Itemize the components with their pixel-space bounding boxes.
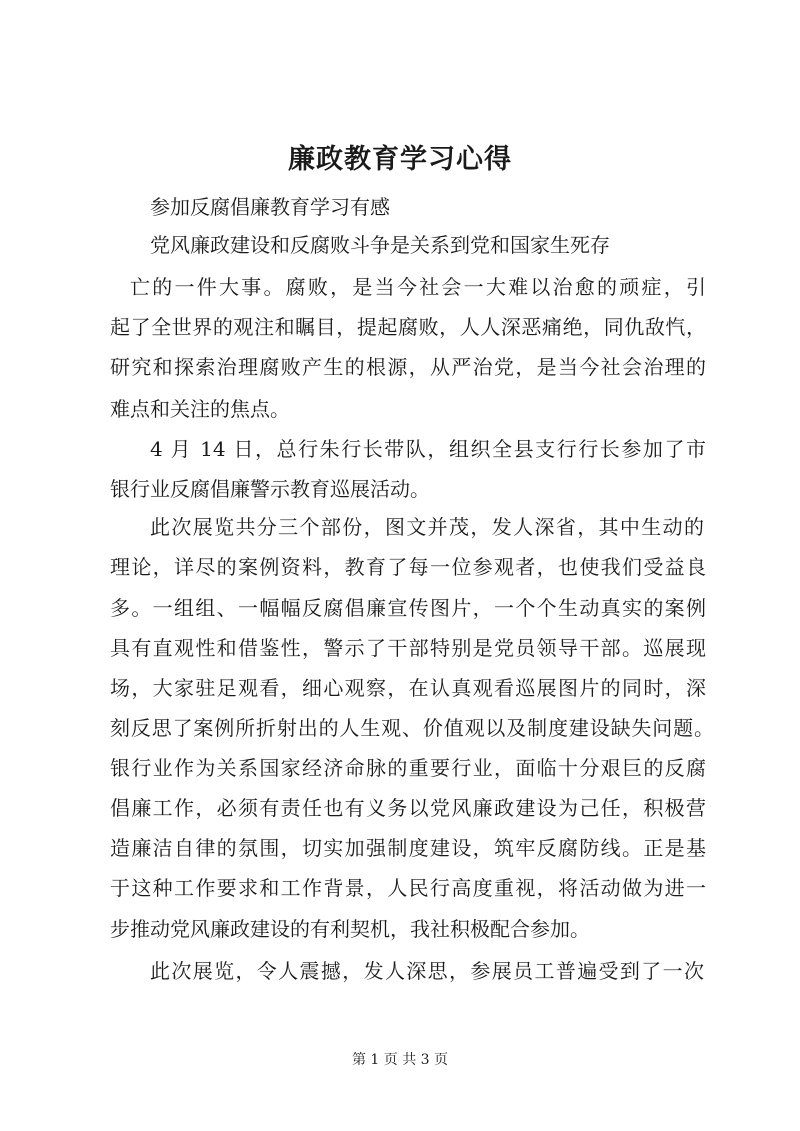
body-line: 此次展览，令人震撼，发人深思，参展员工普遍受到了一次: [150, 959, 704, 983]
body-line: 步推动党风廉政建设的有利契机，我社积极配合参加。: [110, 917, 590, 941]
body-line: 理论，详尽的案例资料，教育了每一位参观者，也使我们受益良: [110, 555, 706, 579]
body-line: 场，大家驻足观看，细心观察，在认真观看巡展图片的同时，深: [110, 676, 706, 700]
body-line: 于这种工作要求和工作背景，人民行高度重视，将活动做为进一: [110, 876, 706, 900]
body-line: 4 月 14 日，总行朱行长带队，组织全县支行行长参加了市: [150, 437, 706, 461]
body-line: 亡的一件大事。腐败，是当今社会一大难以治愈的顽症，引: [130, 275, 706, 299]
body-line: 难点和关注的焦点。: [110, 397, 290, 421]
document-title: 廉政教育学习心得: [288, 144, 512, 175]
body-line: 党风廉政建设和反腐败斗争是关系到党和国家生死存: [150, 233, 610, 257]
body-line: 银行业反腐倡廉警示教育巡展活动。: [110, 477, 430, 501]
body-line: 起了全世界的观注和瞩目，提起腐败，人人深恶痛绝，同仇敌忾，: [110, 315, 706, 339]
body-line: 研究和探索治理腐败产生的根源，从严治党，是当今社会治理的: [110, 355, 706, 379]
body-line: 银行业作为关系国家经济命脉的重要行业，面临十分艰巨的反腐: [110, 756, 706, 780]
subtitle-line: 参加反腐倡廉教育学习有感: [150, 195, 390, 219]
body-line: 造廉洁自律的氛围，切实加强制度建设，筑牢反腐防线。正是基: [110, 836, 706, 860]
page-number-footer: 第 1 页 共 3 页: [351, 1052, 449, 1068]
body-line: 具有直观性和借鉴性，警示了干部特别是党员领导干部。巡展现: [110, 636, 706, 660]
body-line: 倡廉工作，必须有责任也有义务以党风廉政建设为己任，积极营: [110, 796, 706, 820]
body-line: 刻反思了案例所折射出的人生观、价值观以及制度建设缺失问题。: [110, 716, 714, 740]
body-line: 此次展览共分三个部份，图文并茂，发人深省，其中生动的: [150, 515, 704, 539]
body-line: 多。一组组、一幅幅反腐倡廉宣传图片，一个个生动真实的案例: [110, 596, 706, 620]
